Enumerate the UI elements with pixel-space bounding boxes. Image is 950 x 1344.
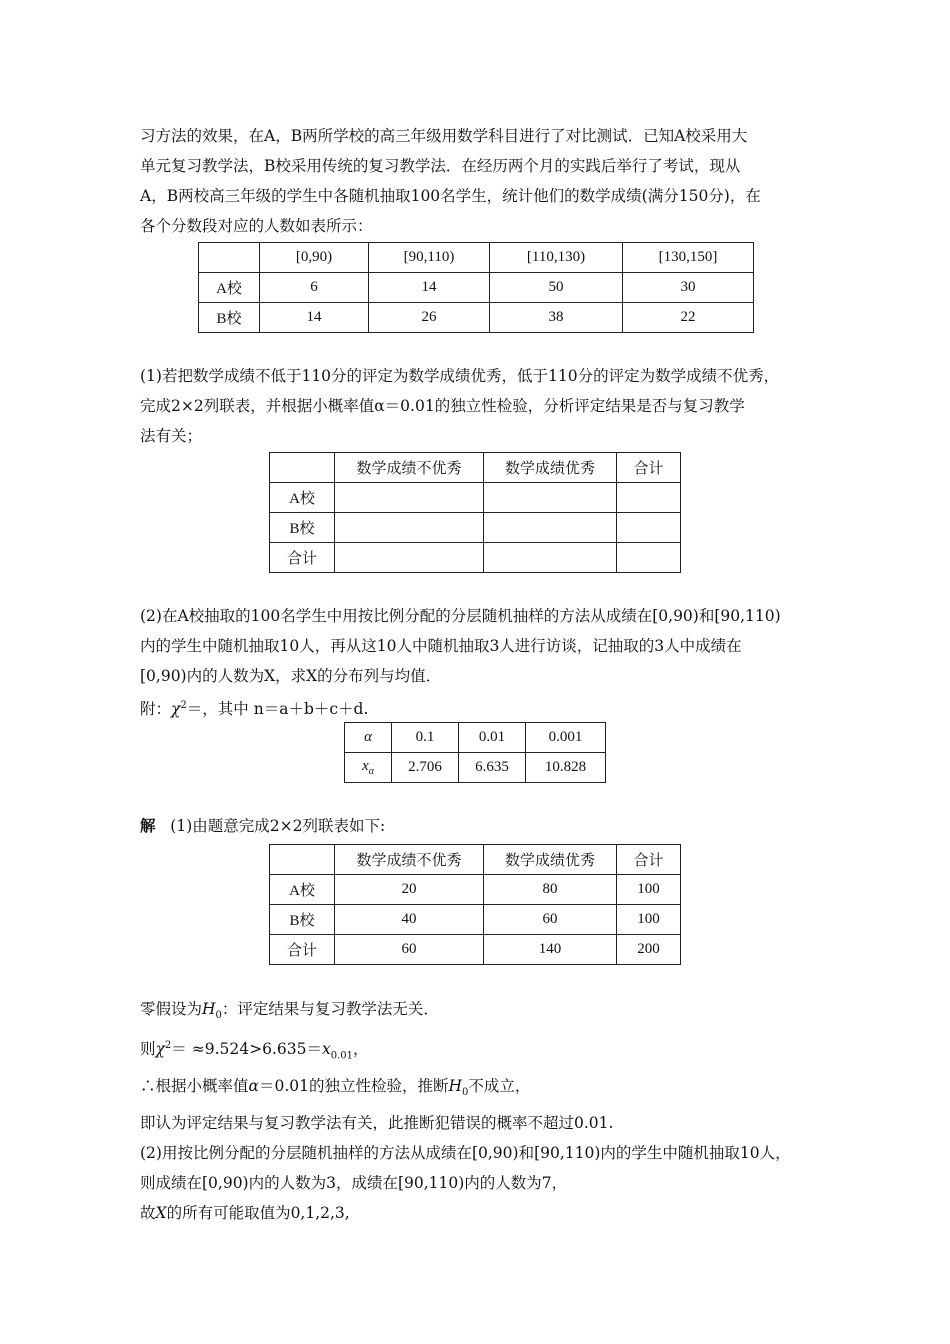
table-cell [484,513,617,543]
table-cell: A校 [199,273,260,303]
chi-symbol: χ [171,700,181,719]
solution-line: (2)用按比例分配的分层随机抽样的方法从成绩在[0,90)和[90,110)内的学生中随机抽取10人， [140,1144,791,1163]
text-run: ＝ ≈9.524>6.635＝ [171,1040,322,1059]
table-row [270,543,681,573]
table-cell: 100 [617,875,681,905]
solution-intro [140,811,820,841]
table-cell: 6.635 [459,753,526,783]
subscript: 0 [462,1087,469,1099]
subscript: 0.01 [330,1050,353,1062]
appendix-line [140,691,820,724]
text-run: 则 [140,1040,156,1059]
table-cell: 40 [335,905,484,935]
table-row [345,753,606,783]
table-cell: 30 [623,273,754,303]
table-cell: 6 [260,273,369,303]
solution-line [140,994,820,1031]
table-cell: A校 [270,875,335,905]
score-distribution-table [198,242,754,333]
chi-symbol: χ [155,1040,165,1059]
table-header-cell: 数学成绩不优秀 [335,845,484,875]
table-header-cell: [0,90) [260,243,369,273]
table-cell [617,513,681,543]
table-row [270,935,681,965]
solution-body [140,994,820,1228]
table-cell: 22 [623,303,754,333]
subscript: α [368,766,374,777]
table-header-cell: 合计 [617,845,681,875]
table-cell [199,243,260,273]
h-symbol: H [448,1077,463,1096]
table-header-row [270,453,681,483]
question-line: 内的学生中随机抽取10人，再从这10人中随机抽取3人进行访谈，记抽取的3人中成绩在 [140,637,742,655]
solution-line [140,1198,820,1228]
question-1 [140,361,820,451]
solution-line: 即认为评定结果与复习教学法有关，此推断犯错误的概率不超过0.01. [140,1114,614,1133]
table-cell: 50 [490,273,623,303]
x-symbol: x [362,758,369,774]
intro-paragraph [140,121,820,241]
table-row [199,303,754,333]
text-run: ：评定结果与复习教学法无关． [221,1000,439,1018]
table-row [270,875,681,905]
table-cell: 0.001 [526,723,606,753]
h-symbol: H [202,1000,216,1018]
table-cell [484,543,617,573]
table-cell: 60 [484,905,617,935]
table-cell [270,845,335,875]
table-row [345,723,606,753]
appendix-label: 附： [140,700,172,719]
solution-line [140,1031,820,1071]
solution-label: 解 [140,816,156,835]
superscript: 2 [164,1040,172,1052]
table-cell: 20 [335,875,484,905]
x-symbol: x [321,1040,331,1059]
text-run: 不成立， [468,1077,531,1096]
table-cell: 10.828 [526,753,606,783]
table-cell: 26 [369,303,490,333]
subscript: 0 [215,1010,222,1022]
question-line: (1)若把数学成绩不低于110分的评定为数学成绩优秀，低于110分的评定为数学成绩不优秀， [140,367,780,385]
table-row [270,905,681,935]
table-header-cell: [90,110) [369,243,490,273]
table-row [199,273,754,303]
table-header-cell: 数学成绩不优秀 [335,453,484,483]
text-run: ∴根据小概率值 [140,1077,249,1096]
x-label-cell [345,753,392,783]
table-row [270,513,681,543]
question-line: [0,90)内的人数为X，求X的分布列与均值． [140,667,442,685]
table-cell [484,483,617,513]
x-symbol: X [155,1204,167,1223]
table-cell: 14 [260,303,369,333]
intro-line: A，B两校高三年级的学生中各随机抽取100名学生，统计他们的数学成绩(满分150分)，在 [140,187,761,205]
table-cell: 14 [369,273,490,303]
table-cell: B校 [199,303,260,333]
solution-line: 则成绩在[0,90)内的人数为3，成绩在[90,110)内的人数为7， [140,1174,568,1193]
critical-value-table [344,722,606,783]
table-header-row [199,243,754,273]
text-run: 零假设为 [140,1000,203,1018]
table-cell: A校 [270,483,335,513]
table-cell: 合计 [270,543,335,573]
table-cell [617,543,681,573]
text-run: 故 [140,1204,156,1223]
text-run: ， [352,1040,369,1059]
table-cell: 合计 [270,935,335,965]
alpha-label-cell: α [345,723,392,753]
table-cell: 0.1 [392,723,459,753]
table-cell: 0.01 [459,723,526,753]
intro-line: 单元复习教学法，B校采用传统的复习教学法．在经历两个月的实践后举行了考试，现从 [140,157,741,175]
table-cell: 80 [484,875,617,905]
table-header-cell: 数学成绩优秀 [484,453,617,483]
table-header-cell: [130,150] [623,243,754,273]
superscript: 2 [180,700,187,711]
table-header-cell: 数学成绩优秀 [484,845,617,875]
table-cell [335,543,484,573]
table-cell [270,453,335,483]
table-cell [335,513,484,543]
alpha-symbol: α [248,1077,259,1096]
empty-contingency-table [269,452,681,573]
table-cell: 100 [617,905,681,935]
table-cell [335,483,484,513]
table-cell: 38 [490,303,623,333]
question-line: (2)在A校抽取的100名学生中用按比例分配的分层随机抽样的方法从成绩在[0,90)和[90,110) [140,607,781,625]
table-cell: 60 [335,935,484,965]
text-run: ＝0.01的独立性检验，推断 [258,1077,449,1096]
intro-line: 习方法的效果，在A，B两所学校的高三年级用数学科目进行了对比测试．已知A校采用大 [140,127,748,145]
table-cell: 140 [484,935,617,965]
intro-line: 各个分数段对应的人数如表所示： [140,217,373,235]
appendix-formula: ＝，其中 n＝a＋b＋c＋d. [186,700,369,719]
table-cell: B校 [270,905,335,935]
table-header-cell: 合计 [617,453,681,483]
solution-text: (1)由题意完成2×2列联表如下: [170,817,386,835]
solution-line [140,811,820,841]
table-header-row [270,845,681,875]
filled-contingency-table [269,844,681,965]
question-2 [140,601,820,724]
table-cell [617,483,681,513]
solution-line [140,1071,820,1108]
table-cell: 2.706 [392,753,459,783]
question-line: 完成2×2列联表，并根据小概率值α＝0.01的独立性检验，分析评定结果是否与复习教学 [140,397,745,415]
table-header-cell: [110,130) [490,243,623,273]
table-cell: B校 [270,513,335,543]
text-run: 的所有可能取值为0,1,2,3, [166,1204,350,1223]
table-row [270,483,681,513]
table-cell: 200 [617,935,681,965]
question-line: 法有关； [140,427,203,445]
